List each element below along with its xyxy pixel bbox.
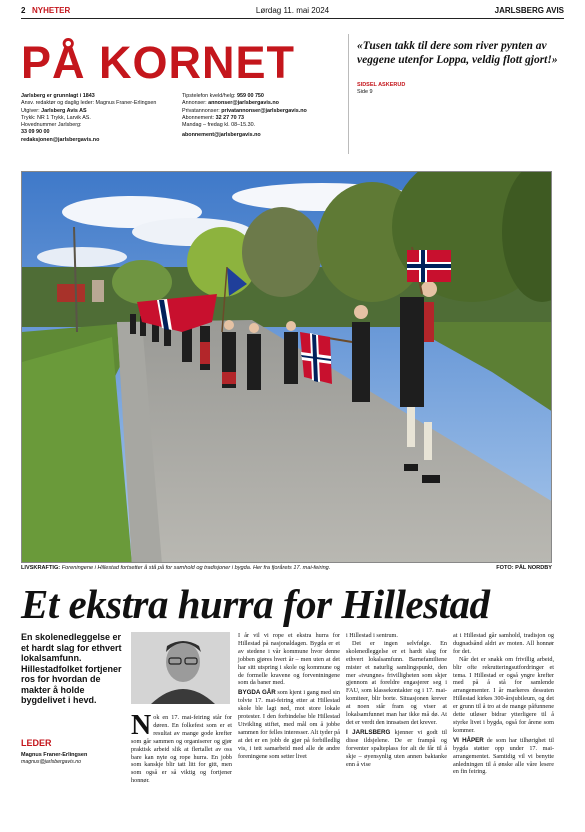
column-2-paragraph-1: I år vil vi rope et ekstra hurra for Hillestad på nasjonaldagen. Bygda er et av stedene i vår kommune hvor denne jobben gjøres hvert år – men uten at det har sitt utspring i skole og kommune og de formelle kravene og forventningene som da baner med. xyxy=(238,632,340,687)
paper-name: JARLSBERG AVIS xyxy=(494,6,564,15)
column-1-text: ok en 17. mai-feiring står for døren. En folkefest som er et resultat av mange gode krefter som går sammen og organiserer og gjør praktisk arbeid slik at flertallet av oss bare kan nyte og rope hurra. En jobb som kanskje blir tatt litt for gitt, men som også er så viktig og fortjener honnør. xyxy=(131,714,232,785)
publisher-value: Jarlsberg Avis AS xyxy=(41,107,87,114)
subscription-email[interactable]: abonnement@jarlsbergavis.no xyxy=(182,132,261,139)
section-label: NYHETER xyxy=(32,6,71,15)
main-number: 33 09 90 00 xyxy=(21,129,50,136)
contact-info xyxy=(182,93,342,140)
ads-label: Annonser: xyxy=(182,100,207,107)
editor-line: Ansv. redaktør og daglig leder: Magnus Franer-Erlingsen xyxy=(21,100,157,107)
photo-credit: FOTO: PÅL NORDBY xyxy=(496,565,552,571)
column-3-paragraph-1: i Hillestad i sentrum. xyxy=(346,632,398,639)
article-column-4 xyxy=(453,632,554,776)
quote-page-ref: Side 9 xyxy=(357,89,373,95)
author-portrait xyxy=(131,632,230,704)
page-header xyxy=(21,6,564,18)
founded-line: Jarlsberg er grunnlagt i 1843 xyxy=(21,93,95,99)
tips-number: 959 00 750 xyxy=(236,93,264,99)
page-number: 2 xyxy=(21,6,26,15)
column-4-kicker: VI HÅPER xyxy=(453,736,484,744)
article-column-1 xyxy=(131,710,232,785)
tips-label: Tipstelefon kveld/helg: xyxy=(182,93,236,99)
printer-line: Trykk: NR 1 Trykk, Larvik AS. xyxy=(21,114,91,121)
publisher-label: Utgiver: xyxy=(21,107,40,114)
private-ads-label: Privatannonser: xyxy=(182,107,220,114)
masthead-divider xyxy=(348,34,349,154)
photo-caption xyxy=(21,565,552,571)
publisher-info xyxy=(21,93,171,144)
column-2-kicker: BYGDA GÅR xyxy=(238,689,276,697)
private-ads-email[interactable]: privatannonser@jarlsbergavis.no xyxy=(221,107,307,114)
main-number-label: Hovednummer Jarlsberg: xyxy=(21,122,82,129)
author-email[interactable]: magnus@jarlsbergavis.no xyxy=(21,759,82,765)
column-4-paragraph-2: Når det er snakk om frivillig arbeid, blir ofte rekrutteringsutfordringer et tema. I Hillestad er også yngre krefter med på å stå for samlende arrangementer. I år markeres dessuten Hillestad kirkes 300-årsjubileum, og det er grunn til å tro at de mange påfunnene dette utløser bidrar ytterligere til å styrke livet i bygda, også for årene som kommer. xyxy=(453,655,554,734)
column-2-paragraph-2: som kjent i gang med sin tolvte 17. mai-feiring etter at Hillestad skole ble lagt ned, mot store lokale protester. I den forbindelse ble Hillestad Utvikling stiftet, med mål om å jobbe sammen for felles interesser. Alt tyder på at det er en jobb de gjør på forbilledlig vis, i tett samarbeid med alle de andre foreningene som setter livet xyxy=(238,689,340,760)
parade-photo xyxy=(21,171,552,563)
header-rule xyxy=(21,18,564,19)
article-column-2 xyxy=(238,632,340,761)
column-4-paragraph-1: at i Hillestad går samhold, tradisjon og dugnadsånd aldri av moten. All honnør for det. xyxy=(453,632,554,655)
column-3-paragraph-2: Det er ingen selvfølge. En skolenedleggelse er et hardt slag for ethvert lokalsamfunn. Barnefamiliene mister et naturlig samlingspunkt, den mer «tvungne» frivilligheten som skjer gjennom at foreldre engasjerer seg i FAU, som klassekontakter og i 17. mai-komiteer, blir borte. Situasjonen krever at noen står fram og viser at lokalsamfunnet man har ikke må dø. At det er verdt den innsatsen det krever. xyxy=(346,639,447,726)
column-3-kicker: I JARLSBERG xyxy=(346,728,391,736)
drop-cap: N xyxy=(131,710,152,741)
article-headline: Et ekstra hurra for Hillestad xyxy=(21,581,490,627)
office-hours: Mandag – fredag kl. 08–15.30. xyxy=(182,122,256,129)
article-column-3 xyxy=(346,632,447,768)
author-name: Magnus Franer-Erlingsen xyxy=(21,752,88,758)
column-title: PÅ KORNET xyxy=(21,37,296,88)
caption-label: LIVSKRAFTIG: xyxy=(21,565,61,571)
ads-email[interactable]: annonser@jarlsbergavis.no xyxy=(208,100,279,107)
norwegian-flag-2 xyxy=(300,332,332,384)
parade-illustration xyxy=(22,172,552,563)
norwegian-flag-1 xyxy=(407,250,451,282)
caption-text: Foreningene i Hillestad fortsetter å stå på for samhold og tradisjoner i bygda. Her fra fjorårets 17. mai-feiring. xyxy=(61,565,331,571)
article-tag: LEDER xyxy=(21,738,52,748)
newsroom-email[interactable]: redaksjonen@jarlsbergavis.no xyxy=(21,136,100,143)
reader-quote: «Tusen takk til dere som river pynten av veggene utenfor Loppa, veldig flott gjort!» xyxy=(357,40,558,66)
column-4-paragraph-3: de som har tilhørighet til bygda støtter opp under 17. mai-arrangementet. Samtidig vil vi benytte anledningen til å ønske alle våre lesere en fin feiring. xyxy=(453,736,554,776)
article-lead: En skolenedleggelse er et hardt slag for ethvert lokalsamfunn. Hillestadfolket fortjener ros for hvordan de makter å holde bygdelivet i hevd. xyxy=(21,632,122,705)
author-portrait-illustration xyxy=(131,632,230,704)
quote-author: SIDSEL ASKERUD xyxy=(357,82,406,88)
column-3-paragraph-3: kjenner vi godt til disse ildsjelene. De er frampå og forventer spalteplass for alt de får til å skje – øyensynlig uten annen baktanke enn å vise xyxy=(346,728,447,768)
subscription-number: 32 27 70 73 xyxy=(215,114,245,121)
subscription-label: Abonnement: xyxy=(182,114,215,121)
issue-date: Lørdag 11. mai 2024 xyxy=(255,6,330,15)
